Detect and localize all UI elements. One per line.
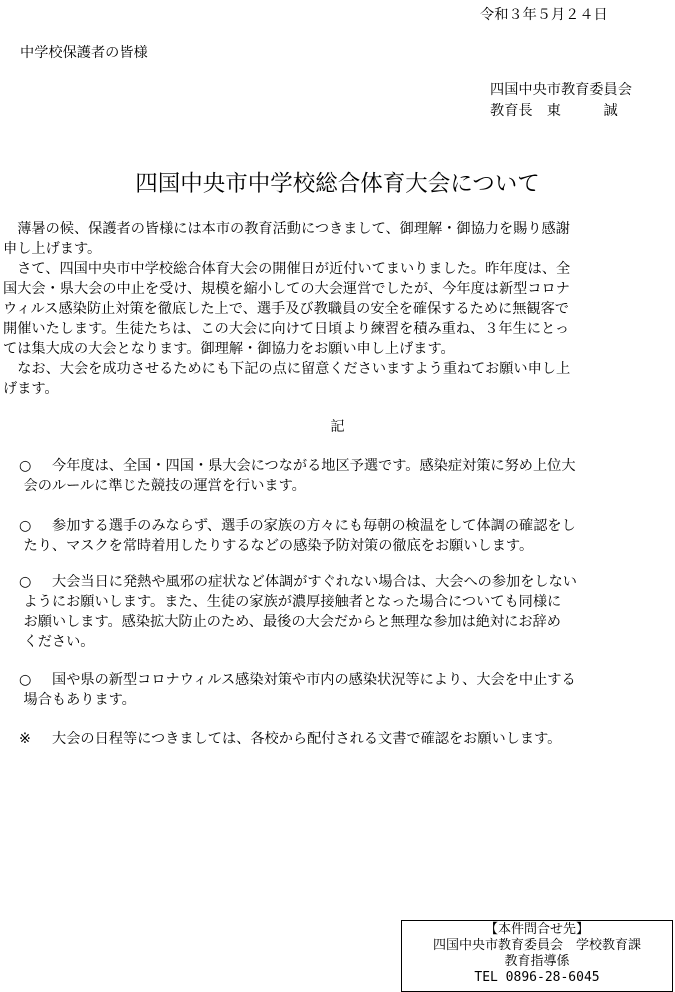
item-text: 大会の日程等につきましては、各校から配付される文書で確認をお願いします。 (52, 731, 562, 747)
greeting-paragraph: 薄暑の候、保護者の皆様には本市の教育活動につきまして、御理解・御協力を賜り感謝 申し上げます。 (3, 221, 570, 257)
body-text (0, 219, 675, 399)
item-text: 大会当日に発熱や風邪の症状など体調がすぐれない場合は、大会への参加をしない ようにお願いします。また、生徒の家族が濃厚接触者となった場合についても同様に お願いします。感染拡大防止のため、最後の大会だからと無理な参加は絶対にお辞め ください。 (23, 574, 577, 650)
item-text: 国や県の新型コロナウィルス感染対策や市内の感染状況等により、大会を中止する 場合もあります。 (23, 672, 576, 708)
item-bullet: ○ (19, 574, 32, 590)
list-item (19, 729, 674, 749)
issuer-organization: 四国中央市教育委員会 (490, 82, 632, 98)
contact-organization: 四国中央市教育委員会 学校教育課 (432, 938, 641, 953)
item-bullet: ○ (19, 672, 32, 688)
contact-heading: 【本件問合せ先】 (484, 922, 589, 937)
item-bullet: ○ (19, 518, 32, 534)
announcement-paragraph: さて、四国中央市中学校総合体育大会の開催日が近付いてまいりました。昨年度は、全 国大会・県大会の中止を受け、規模を縮小しての大会運営でしたが、今年度は新型コロナ ウィルス感染防止対策を徹底した上で、選手及び教職員の安全を確保するために無観客で 開催いたします。生徒たちは、この大会に向けて日頃より練習を積み重ね、３年生にとっ ては集大成の大会となります。御理解・御協力をお願い申し上げます。 (3, 261, 571, 357)
issuer-person: 教育長 東 誠 (490, 103, 618, 119)
recipient-line: 中学校保護者の皆様 (20, 45, 148, 61)
list-item (19, 670, 674, 710)
contact-box (401, 920, 673, 992)
contact-phone: TEL 0896-28-6045 (474, 970, 600, 985)
list-item (19, 572, 674, 652)
item-bullet: ○ (19, 458, 32, 474)
item-text: 参加する選手のみならず、選手の家族の方々にも毎朝の検温をして体調の確認をし たり、マスクを常時着用したりするなどの感染予防対策の徹底をお願いします。 (23, 518, 576, 554)
document-title: 四国中央市中学校総合体育大会について (135, 171, 540, 197)
list-item (19, 456, 674, 496)
ki-heading: 記 (330, 419, 345, 435)
document-date: 令和３年５月２４日 (480, 7, 608, 23)
item-bullet: ※ (19, 731, 31, 747)
list-item (19, 516, 674, 556)
contact-department: 教育指導係 (504, 954, 570, 969)
item-text: 今年度は、全国・四国・県大会につながる地区予選です。感染症対策に努め上位大 会のルールに準じた競技の運営を行います。 (23, 458, 576, 494)
request-paragraph: なお、大会を成功させるためにも下記の点に留意くださいますよう重ねてお願い申し上 げます。 (3, 361, 571, 397)
